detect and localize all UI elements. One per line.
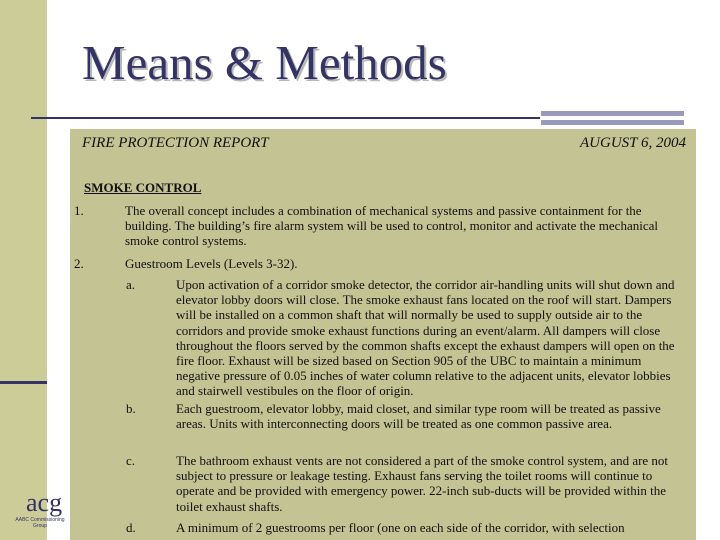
slide-title: Means & Methods [82, 35, 447, 90]
sub-item-text: Each guestroom, elevator lobby, maid closet, and similar type room will be treated as passive areas. Units with interconnecting doors will be treated as one common passive area. [176, 401, 661, 432]
report-header [82, 135, 686, 152]
sub-item-letter: d. [126, 520, 136, 535]
sub-item-text: The bathroom exhaust vents are not considered a part of the smoke control system, and are not subject to pressure or leakage testing. Exhaust fans serving the toilet rooms will continue to operate and be provided with emergency power. 22-inch sub-ducts will be provided within the toilet exhaust shafts. [176, 453, 669, 514]
sub-item-letter: b. [126, 401, 136, 416]
sub-item-text: A minimum of 2 guestrooms per floor (one on each side of the corridor, with selection [176, 520, 625, 535]
left-accent-bar [0, 0, 47, 540]
logo-caption: AABC Commissioning Group [15, 517, 65, 529]
report-title: FIRE PROTECTION REPORT [82, 135, 269, 151]
item-number: 1. [74, 203, 84, 218]
acg-logo [10, 490, 70, 536]
sub-item-text: Upon activation of a corridor smoke detector, the corridor air-handling units will shut down and elevator lobby doors will close. The smoke exhaust fans located on the roof will start. Dampers will be installed on a common shaft that will normally be used to supply outside air to the corridors and provide smoke exhaust functions during an event/alarm. All dampers will close throughout the floors served by the common shafts except the exhaust dampers will open on the fire floor. Exhaust will be sized based on Section 905 of the UBC to maintain a minimum negative pressure of 0.05 inches of water column relative to the adjacent units, elevator lobbies and stairwell vestibules on the floor of origin. [176, 277, 675, 399]
section-title: SMOKE CONTROL [84, 180, 202, 195]
title-rule [31, 117, 540, 119]
title-rule-accent [541, 111, 684, 116]
item-number: 2. [74, 256, 84, 271]
item-text: Guestroom Levels (Levels 3-32). [125, 256, 298, 271]
report-excerpt [70, 129, 696, 540]
sub-item-letter: a. [126, 277, 136, 292]
title-rule-accent-lower [541, 120, 684, 125]
logo-mark: acg [26, 488, 63, 517]
left-bar-marker [0, 381, 47, 384]
sub-item-letter: c. [126, 453, 136, 468]
report-date: AUGUST 6, 2004 [580, 135, 686, 151]
item-text: The overall concept includes a combination of mechanical systems and passive containment for the building. The building’s fire alarm system will be used to control, monitor and activate the mechanical smoke control systems. [125, 203, 658, 249]
